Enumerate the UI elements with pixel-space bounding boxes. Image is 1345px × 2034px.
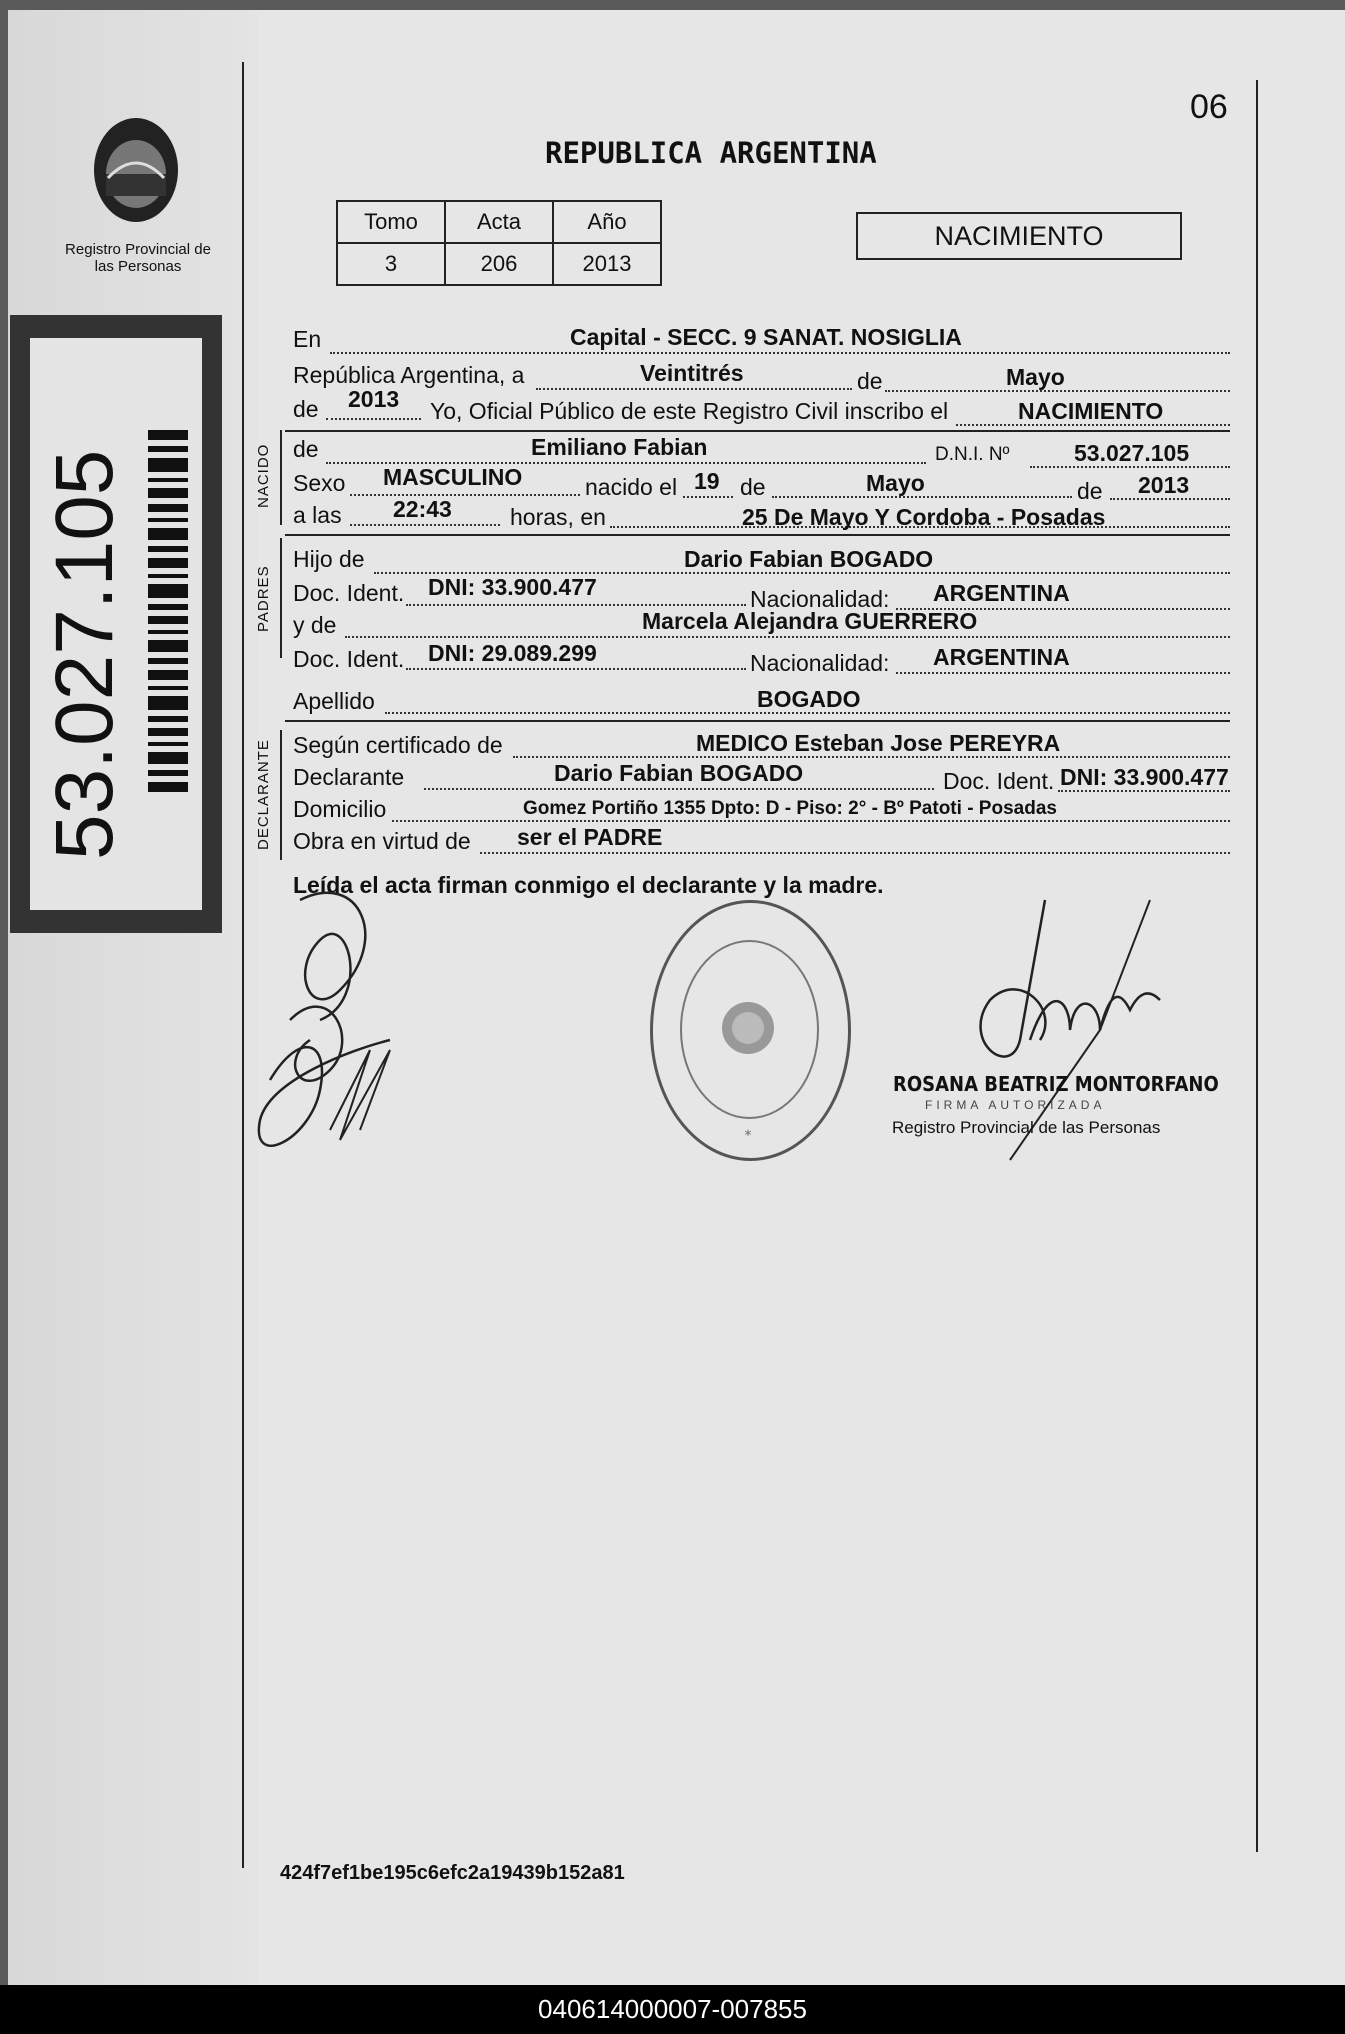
anio-line bbox=[326, 418, 421, 420]
tomo-acta-anio-table bbox=[336, 200, 662, 286]
obra-value: ser el PADRE bbox=[517, 824, 663, 850]
declarant-signature bbox=[240, 880, 440, 1200]
section-label-declarante: DECLARANTE bbox=[255, 739, 272, 850]
declarante-value: Dario Fabian BOGADO bbox=[554, 760, 804, 786]
lugar-value: 25 De Mayo Y Cordoba - Posadas bbox=[742, 504, 1106, 530]
section-rule-3 bbox=[285, 720, 1230, 722]
obra-label: Obra en virtud de bbox=[293, 828, 471, 854]
section-label-nacido: NACIDO bbox=[255, 443, 272, 508]
mes-value: Mayo bbox=[1006, 364, 1065, 390]
dni-value: 53.027.105 bbox=[1074, 440, 1190, 466]
right-margin-line bbox=[1256, 80, 1258, 1852]
declarante-label: Declarante bbox=[293, 764, 405, 790]
nac-anio-value: 2013 bbox=[1138, 472, 1190, 498]
section-rule-2 bbox=[285, 534, 1230, 536]
document-hash: 424f7ef1be195c6efc2a19439b152a81 bbox=[280, 1862, 625, 1884]
official-role: FIRMA AUTORIZADA bbox=[925, 1098, 1106, 1112]
padre-doc-value: DNI: 33.900.477 bbox=[428, 574, 597, 600]
certificado-label: Según certificado de bbox=[293, 732, 503, 758]
madre-nac-value: ARGENTINA bbox=[933, 644, 1070, 670]
barcode-bars bbox=[148, 430, 188, 810]
side-barcode-number: 53.027.105 bbox=[39, 449, 130, 860]
leida-statement: Leída el acta firman conmigo el declarante y la madre. bbox=[293, 872, 884, 898]
sexo-value: MASCULINO bbox=[383, 464, 523, 490]
domicilio-value: Gomez Portiño 1355 Dpto: D - Piso: 2° - Bº Patoti - Posadas bbox=[523, 798, 1057, 819]
hijo-de-label: Hijo de bbox=[293, 546, 365, 572]
padre-doc-line bbox=[406, 604, 746, 606]
hora-value: 22:43 bbox=[393, 496, 452, 522]
sheet-left-shade bbox=[8, 10, 258, 1985]
domicilio-label: Domicilio bbox=[293, 796, 387, 822]
nac-dia-line bbox=[683, 496, 733, 498]
svg-text:*: * bbox=[744, 1128, 752, 1144]
nac-de2-label: de bbox=[1077, 478, 1103, 504]
padre-nac-value: ARGENTINA bbox=[933, 580, 1070, 606]
madre-value: Marcela Alejandra GUERRERO bbox=[642, 608, 978, 634]
en-value: Capital - SECC. 9 SANAT. NOSIGLIA bbox=[570, 324, 962, 350]
domicilio-line bbox=[392, 820, 1230, 822]
madre-doc-label: Doc. Ident. bbox=[293, 646, 405, 672]
en-line bbox=[330, 352, 1230, 354]
nombre-value: Emiliano Fabian bbox=[531, 434, 708, 460]
tomo-value: 3 bbox=[337, 243, 445, 285]
padres-bracket bbox=[280, 538, 282, 658]
padre-doc-label: Doc. Ident. bbox=[293, 580, 405, 606]
inscribo-value: NACIMIENTO bbox=[1018, 398, 1164, 424]
oficial-label: Yo, Oficial Público de este Registro Civil inscribo el bbox=[430, 398, 949, 424]
tomo-header: Tomo bbox=[337, 201, 445, 243]
horas-en-label: horas, en bbox=[510, 504, 606, 530]
nac-de-label: de bbox=[740, 474, 766, 500]
anio-header: Año bbox=[553, 201, 661, 243]
en-label: En bbox=[293, 326, 322, 352]
page-number: 06 bbox=[1190, 88, 1228, 126]
madre-line bbox=[345, 636, 1230, 638]
a-las-label: a las bbox=[293, 502, 342, 528]
decl-doc-label: Doc. Ident. bbox=[943, 768, 1055, 794]
sexo-label: Sexo bbox=[293, 470, 346, 496]
document-type-box: NACIMIENTO bbox=[856, 212, 1182, 260]
apellido-value: BOGADO bbox=[757, 686, 861, 712]
declarante-line bbox=[424, 788, 934, 790]
dia-line bbox=[536, 388, 852, 390]
declarante-bracket bbox=[280, 730, 282, 860]
republica-label: República Argentina, a bbox=[293, 362, 525, 388]
dni-label: D.N.I. Nº bbox=[935, 444, 1010, 465]
acta-header: Acta bbox=[445, 201, 553, 243]
sexo-line bbox=[350, 494, 580, 496]
acta-value: 206 bbox=[445, 243, 553, 285]
official-name: ROSANA BEATRIZ MONTORFANO bbox=[893, 1072, 1219, 1096]
de-label: de bbox=[857, 368, 883, 394]
madre-doc-line bbox=[406, 668, 746, 670]
page-title: REPUBLICA ARGENTINA bbox=[545, 136, 877, 170]
nac-dia-value: 19 bbox=[694, 468, 720, 494]
madre-nac-line bbox=[896, 672, 1230, 674]
footer-code-bar: 040614000007-007855 bbox=[0, 1985, 1345, 2034]
padre-nac-label: Nacionalidad: bbox=[750, 586, 890, 612]
obra-line bbox=[480, 852, 1230, 854]
madre-doc-value: DNI: 29.089.299 bbox=[428, 640, 597, 666]
anio-year-value: 2013 bbox=[348, 386, 400, 412]
anio-value: 2013 bbox=[553, 243, 661, 285]
hora-line bbox=[350, 524, 500, 526]
certificado-value: MEDICO Esteban Jose PEREYRA bbox=[696, 730, 1061, 756]
province-seal-logo bbox=[78, 108, 198, 238]
y-de-label: y de bbox=[293, 612, 337, 638]
dia-value: Veintitrés bbox=[640, 360, 744, 386]
stamp-emblem bbox=[650, 900, 850, 1160]
decl-doc-value: DNI: 33.900.477 bbox=[1060, 764, 1229, 790]
padre-value: Dario Fabian BOGADO bbox=[684, 546, 934, 572]
official-org: Registro Provincial de las Personas bbox=[892, 1118, 1161, 1137]
apellido-label: Apellido bbox=[293, 688, 375, 714]
de2-label: de bbox=[293, 396, 319, 422]
madre-nac-label: Nacionalidad: bbox=[750, 650, 890, 676]
nac-mes-value: Mayo bbox=[866, 470, 925, 496]
logo-caption: Registro Provincial de las Personas bbox=[65, 241, 211, 275]
nacido-el-label: nacido el bbox=[585, 474, 678, 500]
section-label-padres: PADRES bbox=[255, 565, 272, 632]
nacido-de-label: de bbox=[293, 436, 319, 462]
section-rule-1 bbox=[285, 430, 1230, 432]
nacido-bracket bbox=[280, 430, 282, 525]
